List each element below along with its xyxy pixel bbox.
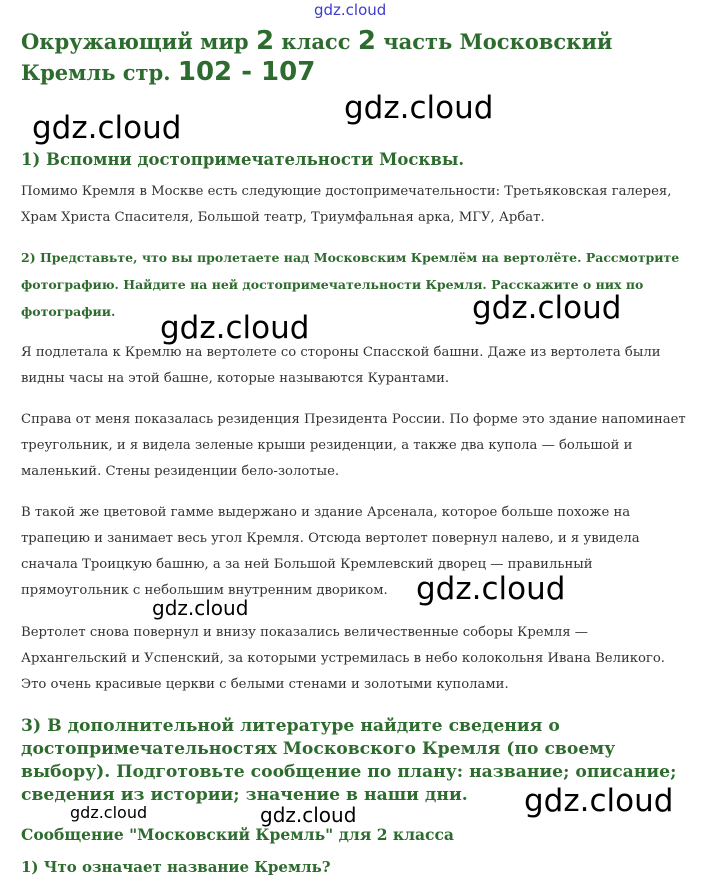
answer-paragraph: Вертолет снова повернул и внизу показались величественные соборы Кремля — Архангельский и Успенский, за которыми устремилась в небо колокольня Ивана Великого. Это очень красивые церкви с белыми стенами и золотыми куполами. xyxy=(21,625,665,692)
watermark: gdz.cloud xyxy=(160,310,310,346)
watermark: gdz.cloud xyxy=(472,290,622,326)
answer-paragraph: Справа от меня показалась резиденция Президента России. По форме это здание напоминает треугольник, и я видела зеленые крыши резиденции, а также два купола — большой и маленький. Стены резиденции бело-золотые. xyxy=(21,412,686,479)
question-3-heading: 3) В дополнительной литературе найдите сведения о достопримечательностях Московского Кремля (по своему выбору). Подготовьте сообщение по плану: название; описание; сведения из истории; значение в наши дни. xyxy=(21,716,677,805)
watermark: gdz.cloud xyxy=(70,803,148,822)
answer-paragraph: В такой же цветовой гамме выдержано и здание Арсенала, которое больше похоже на трапецию и занимает весь угол Кремля. Отсюда вертолет повернул налево, и я увидела сначала Троицкую башню, а за ней Большой Кремлевский дворец — правильный прямоугольник с небольшим внутренним двориком. xyxy=(21,505,640,598)
question-1-heading: 1) Вспомни достопримечательности Москвы. xyxy=(21,150,465,169)
watermark: gdz.cloud xyxy=(524,783,674,819)
watermark: gdz.cloud xyxy=(152,596,249,620)
message-title: Сообщение "Московский Кремль" для 2 класса xyxy=(21,825,454,844)
subheading: 1) Что означает название Кремль? xyxy=(21,858,331,876)
question-1-answer: Помимо Кремля в Москве есть следующие достопримечательности: Третьяковская галерея, Храм Христа Спасителя, Большой театр, Триумфальная арка, МГУ, Арбат. xyxy=(21,184,672,225)
page-title: Окружающий мир 2 класс 2 часть Московский Кремль стр. 102 - 107 xyxy=(21,26,613,87)
watermark: gdz.cloud xyxy=(260,803,357,827)
watermark: gdz.cloud xyxy=(416,571,566,607)
watermark-top: gdz.cloud xyxy=(314,1,387,19)
question-2-heading: 2) Представьте, что вы пролетаете над Московским Кремлём на вертолёте. Рассмотрите фотографию. Найдите на ней достопримечательности Кремля. Расскажите о них по фотографии. xyxy=(21,250,680,319)
answer-paragraph: Я подлетала к Кремлю на вертолете со стороны Спасской башни. Даже из вертолета были видны часы на этой башне, которые называются Курантами. xyxy=(21,345,661,386)
watermark: gdz.cloud xyxy=(32,110,182,146)
watermark: gdz.cloud xyxy=(344,90,494,126)
